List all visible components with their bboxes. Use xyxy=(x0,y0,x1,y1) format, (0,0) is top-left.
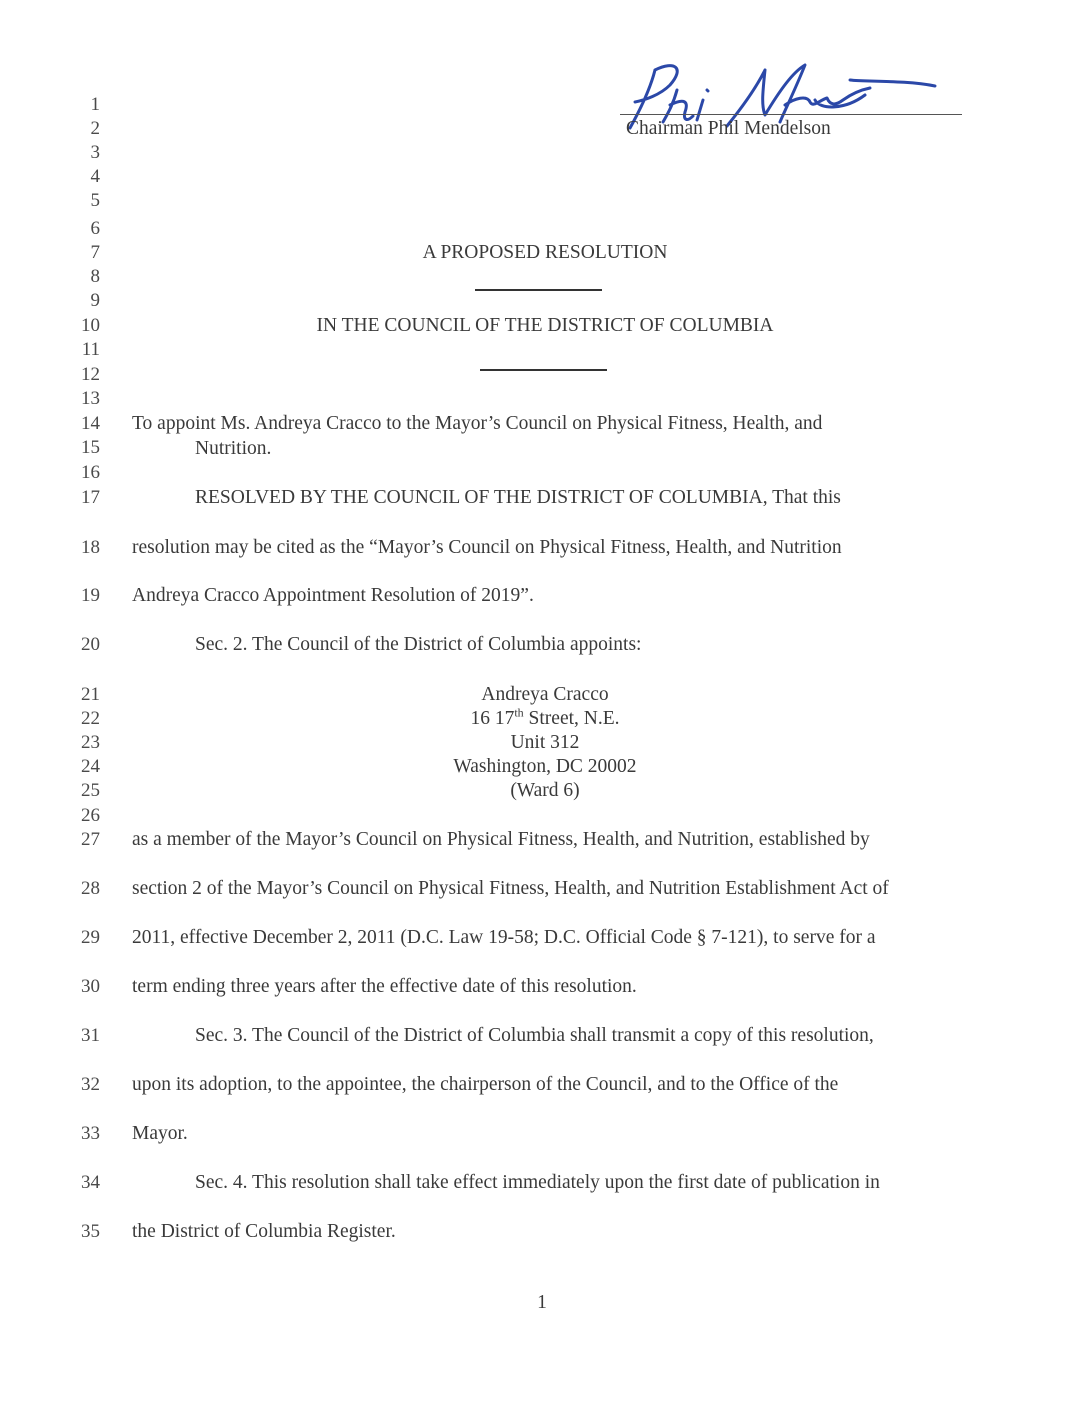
line-number: 1 xyxy=(90,94,100,115)
line-number: 7 xyxy=(90,242,100,263)
line-number: 4 xyxy=(90,166,100,187)
line-number: 9 xyxy=(90,290,100,311)
body-line: term ending three years after the effective date of this resolution. xyxy=(132,976,637,997)
body-line: 2011, effective December 2, 2011 (D.C. Law 19-58; D.C. Official Code § 7-121), to serve for a xyxy=(132,927,876,948)
heading-rule xyxy=(475,289,602,291)
page-number: 1 xyxy=(537,1292,547,1313)
council-heading: IN THE COUNCIL OF THE DISTRICT OF COLUMBIA xyxy=(316,315,774,336)
line-number: 15 xyxy=(81,437,100,458)
line-number: 2 xyxy=(90,118,100,139)
resolution-title-continued: Nutrition. xyxy=(195,438,272,459)
line-number: 3 xyxy=(90,142,100,163)
body-line: upon its adoption, to the appointee, the chairperson of the Council, and to the Office of the xyxy=(132,1074,839,1095)
line-number: 12 xyxy=(81,364,100,385)
line-number: 26 xyxy=(81,805,100,826)
body-line: resolution may be cited as the “Mayor’s Council on Physical Fitness, Health, and Nutrition xyxy=(132,537,842,558)
body-line: Sec. 3. The Council of the District of Columbia shall transmit a copy of this resolution, xyxy=(195,1025,874,1046)
appointee-city: Washington, DC 20002 xyxy=(453,756,637,777)
line-number: 25 xyxy=(81,780,100,801)
line-number: 13 xyxy=(81,388,100,409)
line-number: 5 xyxy=(90,190,100,211)
line-number: 11 xyxy=(81,339,100,360)
line-number: 16 xyxy=(81,462,100,483)
line-number: 33 xyxy=(81,1123,100,1144)
appointee-ward: (Ward 6) xyxy=(510,780,580,801)
line-number: 21 xyxy=(81,684,100,705)
resolution-title: To appoint Ms. Andreya Cracco to the Mayor’s Council on Physical Fitness, Health, and xyxy=(132,413,823,434)
heading-rule xyxy=(480,369,607,371)
line-number: 18 xyxy=(81,537,100,558)
signature-line xyxy=(620,114,962,115)
line-number: 22 xyxy=(81,708,100,729)
appointee-name: Andreya Cracco xyxy=(481,684,609,705)
body-line: Sec. 2. The Council of the District of Columbia appoints: xyxy=(195,634,642,655)
line-number: 19 xyxy=(81,585,100,606)
line-number: 6 xyxy=(90,218,100,239)
line-number: 20 xyxy=(81,634,100,655)
line-number: 27 xyxy=(81,829,100,850)
body-line: Andreya Cracco Appointment Resolution of 2019”. xyxy=(132,585,534,606)
line-number: 31 xyxy=(81,1025,100,1046)
line-number: 30 xyxy=(81,976,100,997)
line-number: 14 xyxy=(81,413,100,434)
body-line: the District of Columbia Register. xyxy=(132,1221,396,1242)
line-number: 34 xyxy=(81,1172,100,1193)
line-number: 32 xyxy=(81,1074,100,1095)
body-line: Mayor. xyxy=(132,1123,188,1144)
signatory-title: Chairman Phil Mendelson xyxy=(626,118,831,139)
appointee-street: 16 17th Street, N.E. xyxy=(470,705,620,729)
line-number: 35 xyxy=(81,1221,100,1242)
line-number: 24 xyxy=(81,756,100,777)
line-number: 29 xyxy=(81,927,100,948)
line-number: 28 xyxy=(81,878,100,899)
document-heading: A PROPOSED RESOLUTION xyxy=(422,242,668,263)
line-number: 17 xyxy=(81,487,100,508)
line-number: 10 xyxy=(81,315,100,336)
body-line: RESOLVED BY THE COUNCIL OF THE DISTRICT OF COLUMBIA, That this xyxy=(195,487,841,508)
line-number: 23 xyxy=(81,732,100,753)
body-line: as a member of the Mayor’s Council on Physical Fitness, Health, and Nutrition, established by xyxy=(132,829,870,850)
body-line: Sec. 4. This resolution shall take effect immediately upon the first date of publication in xyxy=(195,1172,880,1193)
line-number: 8 xyxy=(90,266,100,287)
appointee-unit: Unit 312 xyxy=(510,732,580,753)
body-line: section 2 of the Mayor’s Council on Physical Fitness, Health, and Nutrition Establishment Act of xyxy=(132,878,889,899)
